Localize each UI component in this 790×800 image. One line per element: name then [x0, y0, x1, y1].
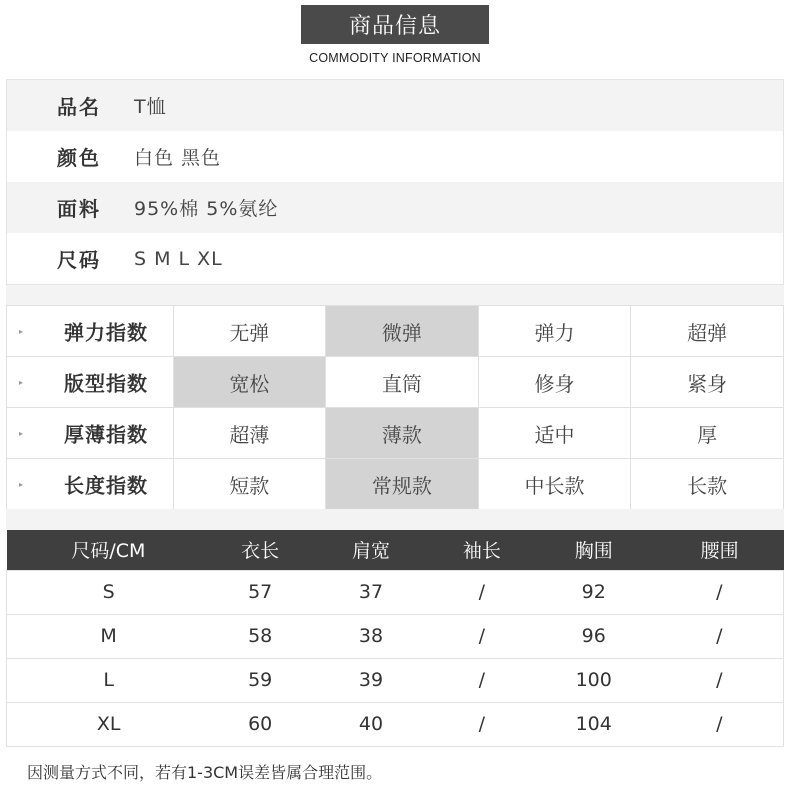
size-cell: 57 [210, 570, 310, 614]
index-option: 适中 [478, 408, 631, 459]
size-col-header: 肩宽 [310, 530, 432, 570]
info-label: 面料 [57, 197, 101, 221]
index-option-selected: 宽松 [173, 357, 326, 408]
info-row-color [7, 131, 783, 182]
size-col-header: 衣长 [210, 530, 310, 570]
index-option: 直筒 [326, 357, 479, 408]
index-option-selected: 微弹 [326, 306, 479, 357]
size-cell: / [656, 658, 784, 702]
size-cell: XL [7, 702, 211, 746]
index-label: 版型指数 [64, 371, 148, 396]
size-cell: L [7, 658, 211, 702]
section-subtitle: COMMODITY INFORMATION [309, 51, 481, 65]
info-row-fabric [7, 182, 783, 233]
size-col-header: 胸围 [532, 530, 656, 570]
index-row [7, 306, 784, 357]
size-cell: / [656, 702, 784, 746]
index-label-cell [7, 306, 174, 357]
info-row-size [7, 233, 783, 284]
index-label: 厚薄指数 [64, 422, 148, 447]
bullet-arrow-icon: ▸ [19, 429, 24, 438]
index-option: 厚 [631, 408, 784, 459]
size-cell: / [432, 570, 532, 614]
index-label-cell [7, 408, 174, 459]
index-row [7, 357, 784, 408]
index-option: 弹力 [478, 306, 631, 357]
size-cell: 60 [210, 702, 310, 746]
size-cell: 92 [532, 570, 656, 614]
size-cell: / [432, 658, 532, 702]
divider-band [6, 285, 784, 305]
size-row [7, 614, 784, 658]
index-option-selected: 薄款 [326, 408, 479, 459]
index-row [7, 408, 784, 459]
info-value: 95%棉 5%氨纶 [134, 198, 279, 220]
size-row [7, 702, 784, 746]
size-col-header: 袖长 [432, 530, 532, 570]
size-col-header: 尺码/CM [7, 530, 211, 570]
index-label-cell [7, 357, 174, 408]
info-value: S M L XL [134, 247, 223, 270]
size-row [7, 570, 784, 614]
size-cell: 38 [310, 614, 432, 658]
index-option: 短款 [173, 459, 326, 510]
size-row [7, 658, 784, 702]
index-option: 中长款 [478, 459, 631, 510]
size-cell: 37 [310, 570, 432, 614]
info-value: 白色 黑色 [134, 147, 222, 169]
size-col-header: 腰围 [656, 530, 784, 570]
measurement-note: 因测量方式不同，若有1-3CM误差皆属合理范围。 [27, 763, 383, 782]
product-info-block [6, 79, 784, 285]
size-table-header [7, 530, 784, 570]
size-cell: 96 [532, 614, 656, 658]
size-cell: / [656, 570, 784, 614]
size-table [6, 530, 784, 747]
info-label: 颜色 [57, 146, 101, 170]
index-row [7, 459, 784, 510]
size-cell: 104 [532, 702, 656, 746]
info-label: 尺码 [57, 248, 101, 272]
index-label: 弹力指数 [64, 320, 148, 345]
size-cell: / [432, 702, 532, 746]
bullet-arrow-icon: ▸ [19, 327, 24, 336]
size-cell: 59 [210, 658, 310, 702]
index-option: 修身 [478, 357, 631, 408]
size-cell: 58 [210, 614, 310, 658]
index-grid [6, 305, 784, 510]
index-label: 长度指数 [64, 473, 148, 498]
section-title: 商品信息 [301, 5, 489, 44]
info-label: 品名 [57, 95, 101, 119]
size-cell: 40 [310, 702, 432, 746]
size-cell: / [656, 614, 784, 658]
info-value: T恤 [134, 96, 167, 118]
size-cell: / [432, 614, 532, 658]
size-cell: 39 [310, 658, 432, 702]
index-option: 紧身 [631, 357, 784, 408]
bullet-arrow-icon: ▸ [19, 378, 24, 387]
size-cell: M [7, 614, 211, 658]
index-option: 无弹 [173, 306, 326, 357]
divider-band [6, 509, 784, 530]
index-option: 超薄 [173, 408, 326, 459]
index-label-cell [7, 459, 174, 510]
index-option: 超弹 [631, 306, 784, 357]
size-cell: S [7, 570, 211, 614]
size-cell: 100 [532, 658, 656, 702]
bullet-arrow-icon: ▸ [19, 480, 24, 489]
index-option: 长款 [631, 459, 784, 510]
info-row-name [7, 80, 783, 131]
index-option-selected: 常规款 [326, 459, 479, 510]
